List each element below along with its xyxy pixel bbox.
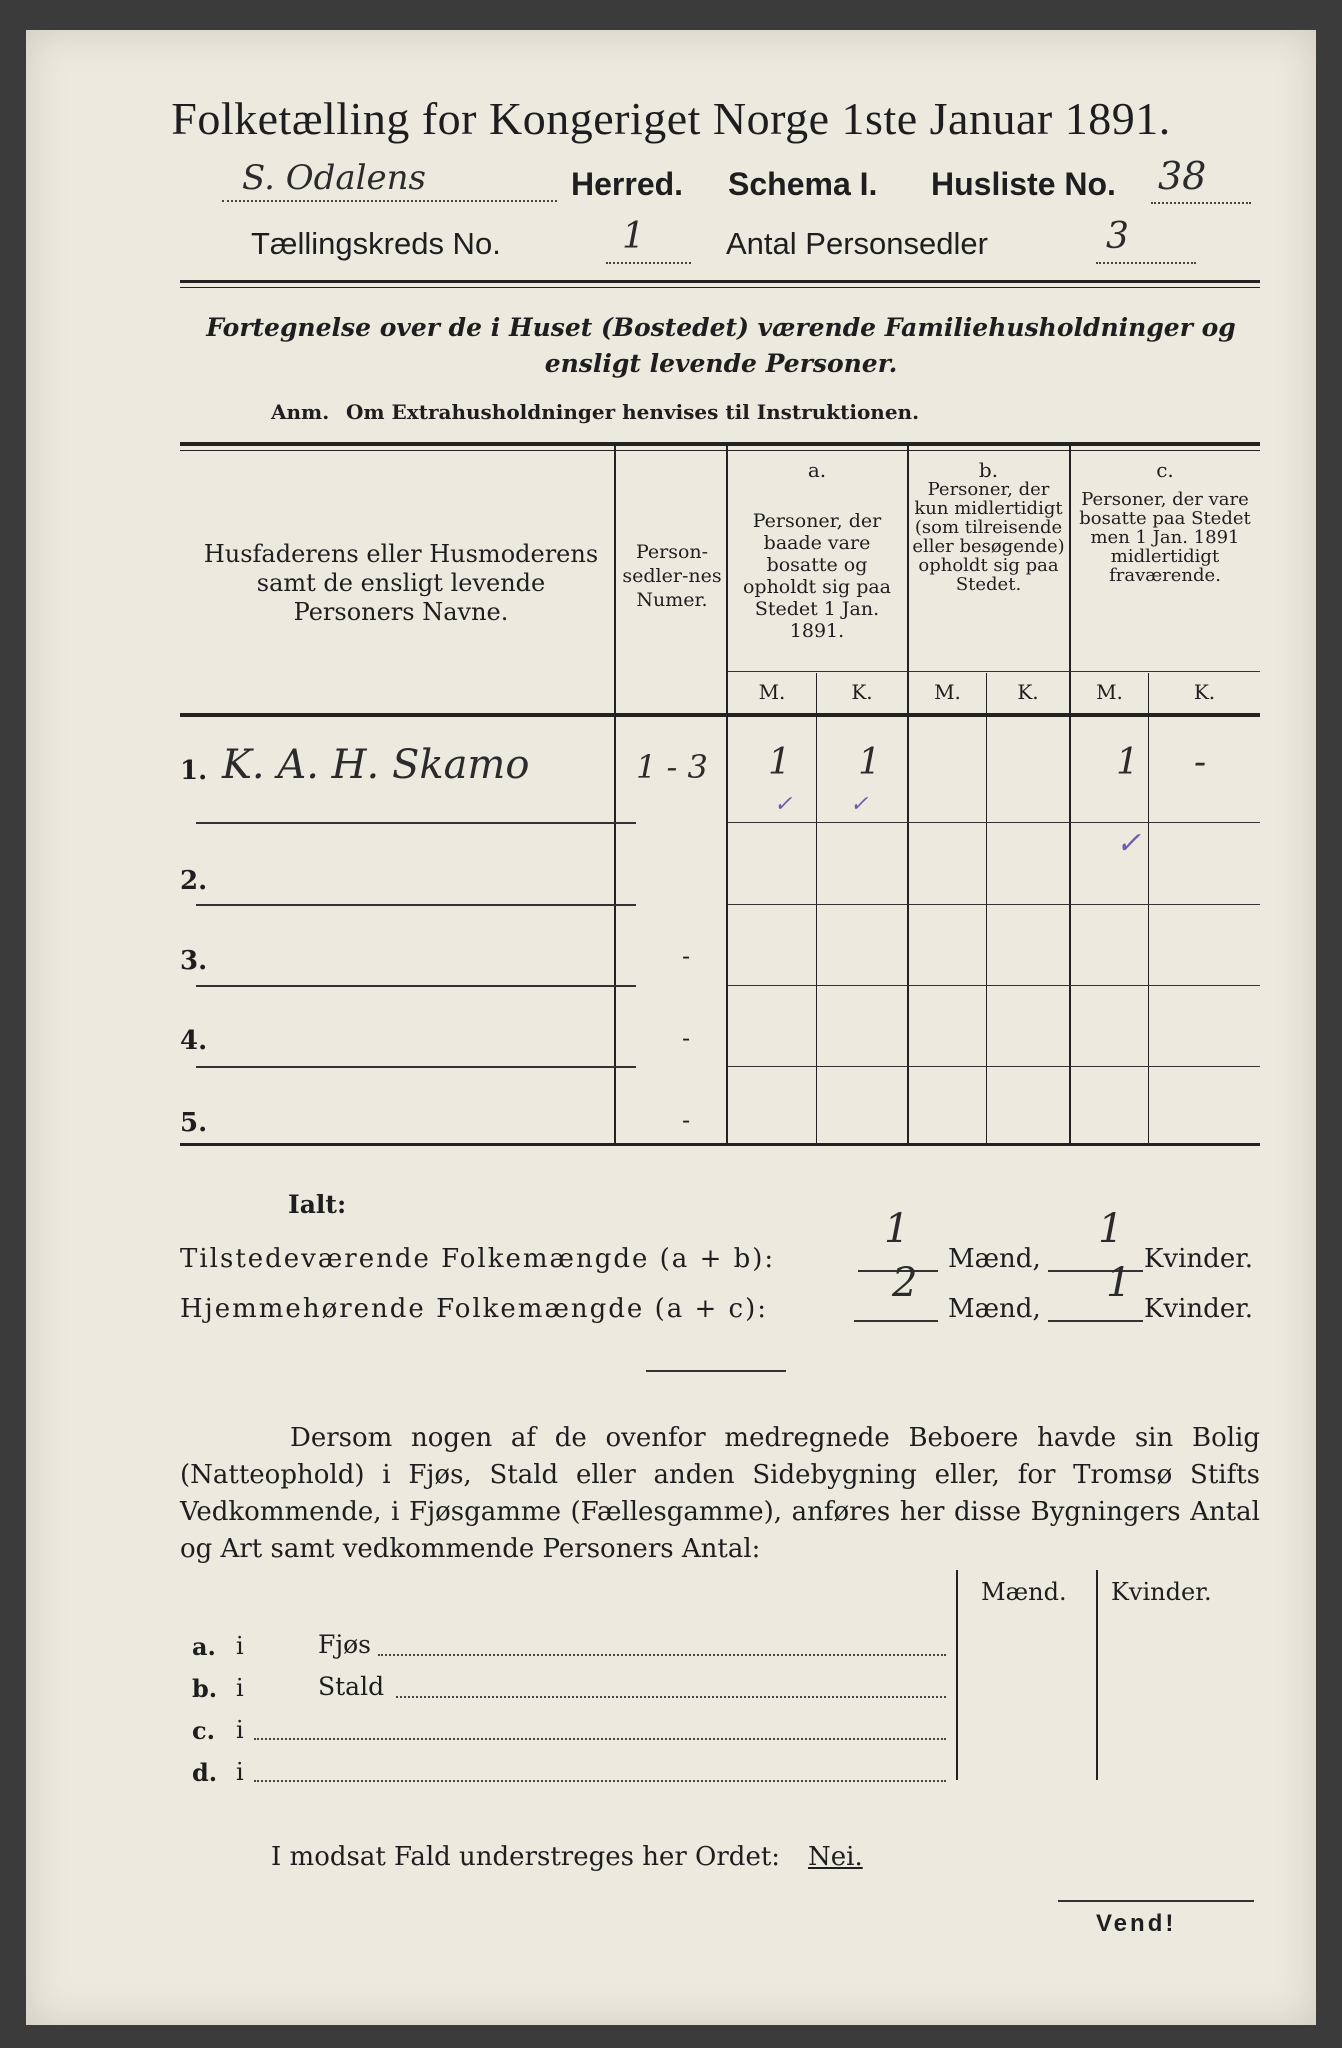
bygning-col-divider [956, 1570, 958, 1780]
row-numer: 1 - 3 [636, 748, 708, 786]
a-k-label: K. [851, 680, 873, 704]
mk-top-rule [728, 671, 1260, 672]
item-label: Stald [318, 1672, 385, 1701]
hjemme-maend-line [854, 1320, 938, 1322]
col-header-names: Husfaderens eller Husmoderens samt de ensligt levende Personers Navne. [203, 540, 599, 626]
hjemme-kvinder-value: 1 [1106, 1260, 1132, 1306]
item-dots [254, 1738, 946, 1740]
vend-rule [1058, 1900, 1254, 1902]
item-i: i [236, 1632, 244, 1660]
col-header-c-letter: c. [1156, 458, 1174, 482]
checkmark-icon: ✓ [774, 792, 793, 817]
col-header-a-letter: a. [807, 458, 827, 482]
row-number: 3. [180, 946, 208, 976]
item-dots [378, 1654, 946, 1656]
col-divider-numer [726, 446, 728, 1143]
herred-name-field [222, 158, 557, 208]
row-number: 4. [180, 1026, 208, 1056]
row-divider [196, 1066, 636, 1068]
c-k-label: K. [1193, 680, 1216, 704]
row-c-k: - [1194, 742, 1207, 783]
tilstede-kvinder-value: 1 [1098, 1206, 1124, 1252]
bygning-maend-header: Mænd. [981, 1578, 1067, 1606]
row-numer: - [682, 1106, 691, 1134]
col-divider-c-mk [1148, 673, 1149, 1143]
row-divider [196, 822, 636, 824]
kreds-number: 1 [622, 216, 645, 257]
item-letter: b. [192, 1674, 218, 1703]
header-rule [180, 280, 1260, 283]
col-header-numer: Person-sedler-nes Numer. [622, 541, 722, 611]
husliste-number: 38 [1158, 154, 1207, 198]
col-header-c: Personer, der vare bosatte paa Stedet men 1 Jan. 1891 midlertidigt fraværende. [1079, 489, 1251, 586]
header-bottom-rule [180, 713, 1260, 717]
row-divider [196, 904, 636, 906]
hjemme-maend-label: Mænd, [948, 1294, 1041, 1324]
row-number: 2. [180, 866, 208, 896]
hjemme-kvinder-line [1048, 1320, 1143, 1322]
anm-text: Om Extrahusholdninger henvises til Instruktionen. [346, 400, 920, 424]
husliste-dots [1151, 202, 1251, 204]
table-top-rule-thin [180, 450, 1260, 451]
b-k-label: K. [1017, 680, 1039, 704]
antal-label: Antal Personsedler [726, 226, 988, 261]
row-number: 1. [180, 756, 208, 786]
ialt-label: Ialt: [288, 1190, 347, 1219]
row-numer: - [682, 1024, 691, 1052]
bygning-kvinder-header: Kvinder. [1111, 1578, 1212, 1606]
tilstede-maend-value: 1 [884, 1206, 910, 1252]
anm-label: Anm. [271, 400, 330, 424]
antal-number: 3 [1106, 216, 1129, 257]
row-a-m: 1 [768, 742, 791, 783]
item-letter: d. [192, 1758, 218, 1787]
col-header-b: Personer, der kun midlertidigt (som tilreisende eller besøgende) opholdt sig paa Stedet. [912, 479, 1065, 595]
vend-label: Vend! [1096, 1910, 1177, 1937]
modsat-text: I modsat Fald understreges her Ordet: [271, 1842, 781, 1872]
nei-word: Nei. [808, 1842, 863, 1872]
intro-text: Fortegnelse over de i Huset (Bostedet) værende Familiehusholdninger og ensligt levende Personer. [206, 313, 1236, 378]
item-dots [396, 1696, 946, 1698]
col-divider-b-mk [986, 673, 987, 1143]
item-dots [254, 1780, 946, 1782]
c-m-label: M. [1096, 680, 1123, 704]
tilstede-maend-label: Mænd, [948, 1244, 1041, 1274]
row-number: 5. [180, 1108, 208, 1138]
item-letter: c. [192, 1716, 215, 1745]
tilstede-kvinder-label: Kvinder. [1144, 1244, 1254, 1274]
tilstede-label: Tilstedeværende Folkemængde (a + b): [180, 1244, 776, 1274]
antal-dots [1096, 262, 1196, 264]
col-divider-name [614, 446, 616, 1143]
husliste-label: Husliste No. [931, 166, 1116, 202]
row-divider [728, 1066, 1260, 1067]
hjemme-label: Hjemmehørende Folkemængde (a + c): [180, 1294, 768, 1324]
col-divider-a [907, 446, 909, 1143]
col-divider-b [1069, 446, 1071, 1143]
table-top-rule [180, 442, 1260, 446]
item-i: i [236, 1674, 244, 1702]
herred-name: S. Odalens [242, 158, 426, 198]
row-divider [728, 985, 1260, 986]
row-divider [196, 985, 636, 987]
bygning-paragraph: Dersom nogen af de ovenfor medregnede Beboere havde sin Bolig (Natteophold) i Fjøs, Stald eller anden Sidebygning eller, for Tromsø Stifts Vedkommende, i Fjøsgamme (Fællesgamme), anføres her disse Bygningers Antal og Art samt vedkommende Personers Antal: [180, 1423, 1260, 1564]
row-name: K. A. H. Skamo [222, 742, 530, 788]
hjemme-kvinder-label: Kvinder. [1144, 1294, 1254, 1324]
row-divider [728, 904, 1260, 905]
row-divider [728, 822, 1260, 823]
checkmark-icon: ✓ [850, 792, 869, 817]
schema-label: Schema I. [728, 166, 878, 202]
checkmark-icon: ✓ [1116, 826, 1142, 861]
table-bottom-rule [180, 1143, 1260, 1146]
bygning-col-divider [1096, 1570, 1098, 1780]
census-form-page [26, 30, 1316, 2025]
col-header-b-letter: b. [978, 458, 999, 482]
section-divider [646, 1370, 786, 1372]
item-letter: a. [192, 1632, 216, 1661]
header-rule-thin [180, 287, 1260, 288]
col-header-a: Personer, der baade vare bosatte og opholdt sig paa Stedet 1 Jan. 1891. [742, 510, 892, 642]
col-divider-a-mk [816, 673, 817, 1143]
kreds-label: Tællingskreds No. [251, 226, 501, 261]
row-a-k: 1 [858, 742, 881, 783]
form-title: Folketælling for Kongeriget Norge 1ste Januar 1891. [171, 93, 1171, 144]
kreds-dots [606, 262, 691, 264]
a-m-label: M. [758, 680, 786, 704]
hjemme-maend-value: 2 [892, 1260, 918, 1306]
item-i: i [236, 1716, 244, 1744]
herred-label: Herred. [571, 166, 684, 202]
item-i: i [236, 1758, 244, 1786]
item-label: Fjøs [318, 1630, 371, 1659]
row-numer: - [682, 942, 691, 970]
row-c-m: 1 [1116, 742, 1139, 783]
b-m-label: M. [934, 680, 961, 704]
